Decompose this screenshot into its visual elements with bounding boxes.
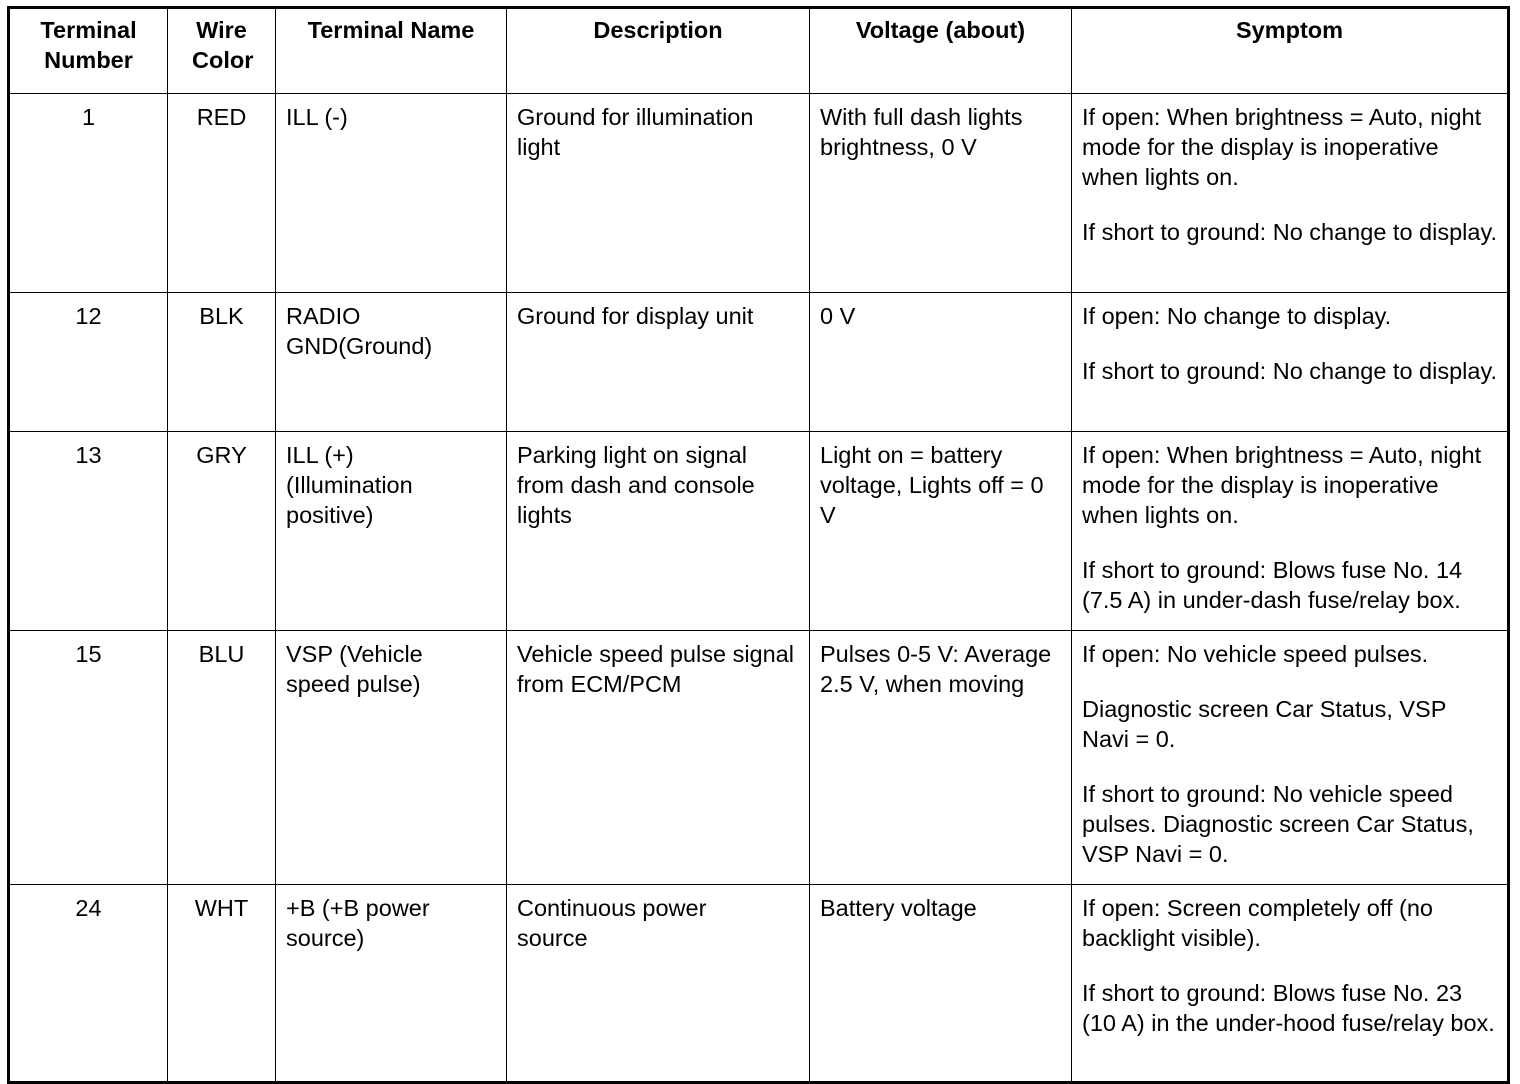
terminal-table [7,6,1510,1084]
header-symptom: Symptom [1072,8,1509,94]
symptom-text: Diagnostic screen Car Status, VSP Navi = 0. [1082,696,1446,752]
terminal-name-cell: VSP (Vehicle speed pulse) [276,631,507,885]
description-cell: Vehicle speed pulse signal from ECM/PCM [507,631,810,885]
terminal-number-cell: 1 [9,94,168,293]
terminal-name-cell: +B (+B power source) [276,885,507,1083]
description-cell: Continuous power source [507,885,810,1083]
symptom-text: If short to ground: No vehicle speed pulses. Diagnostic screen Car Status, VSP Navi = 0. [1082,781,1474,867]
symptom-text: If short to ground: No change to display. [1082,219,1497,245]
symptom-text: If short to ground: Blows fuse No. 23 (10 A) in the under-hood fuse/relay box. [1082,980,1495,1036]
symptom-cell [1072,293,1509,432]
header-terminal-name: Terminal Name [276,8,507,94]
table-row [9,94,1509,293]
table-row [9,293,1509,432]
header-description: Description [507,8,810,94]
header-terminal-number: Terminal Number [9,8,168,94]
symptom-text: If short to ground: Blows fuse No. 14 (7.5 A) in under-dash fuse/relay box. [1082,557,1463,613]
description-cell: Ground for display unit [507,293,810,432]
wire-color-cell: BLU [168,631,276,885]
wire-color-cell: WHT [168,885,276,1083]
symptom-cell [1072,94,1509,293]
terminal-number-cell: 12 [9,293,168,432]
symptom-text: If open: Screen completely off (no backlight visible). [1082,895,1433,951]
terminal-number-cell: 15 [9,631,168,885]
voltage-cell: Battery voltage [810,885,1072,1083]
header-row [9,8,1509,94]
symptom-text: If open: When brightness = Auto, night mode for the display is inoperative when lights on. [1082,104,1482,190]
wire-color-cell: RED [168,94,276,293]
terminal-number-cell: 24 [9,885,168,1083]
header-wire-color: Wire Color [168,8,276,94]
description-cell: Parking light on signal from dash and console lights [507,432,810,631]
voltage-cell: Pulses 0-5 V: Average 2.5 V, when moving [810,631,1072,885]
terminal-name-cell: ILL (+) (Illumination positive) [276,432,507,631]
symptom-cell [1072,432,1509,631]
table-row [9,432,1509,631]
terminal-number-cell: 13 [9,432,168,631]
symptom-text: If open: No change to display. [1082,303,1392,329]
voltage-cell: With full dash lights brightness, 0 V [810,94,1072,293]
terminal-name-cell: RADIO GND(Ground) [276,293,507,432]
symptom-text: If open: When brightness = Auto, night mode for the display is inoperative when lights on. [1082,442,1482,528]
terminal-name-cell: ILL (-) [276,94,507,293]
table-row [9,885,1509,1083]
symptom-cell [1072,885,1509,1083]
wire-color-cell: GRY [168,432,276,631]
symptom-cell [1072,631,1509,885]
symptom-text: If short to ground: No change to display. [1082,358,1497,384]
description-cell: Ground for illumination light [507,94,810,293]
voltage-cell: Light on = battery voltage, Lights off = 0 V [810,432,1072,631]
voltage-cell: 0 V [810,293,1072,432]
table-row [9,631,1509,885]
symptom-text: If open: No vehicle speed pulses. [1082,641,1429,667]
header-voltage: Voltage (about) [810,8,1072,94]
wire-color-cell: BLK [168,293,276,432]
